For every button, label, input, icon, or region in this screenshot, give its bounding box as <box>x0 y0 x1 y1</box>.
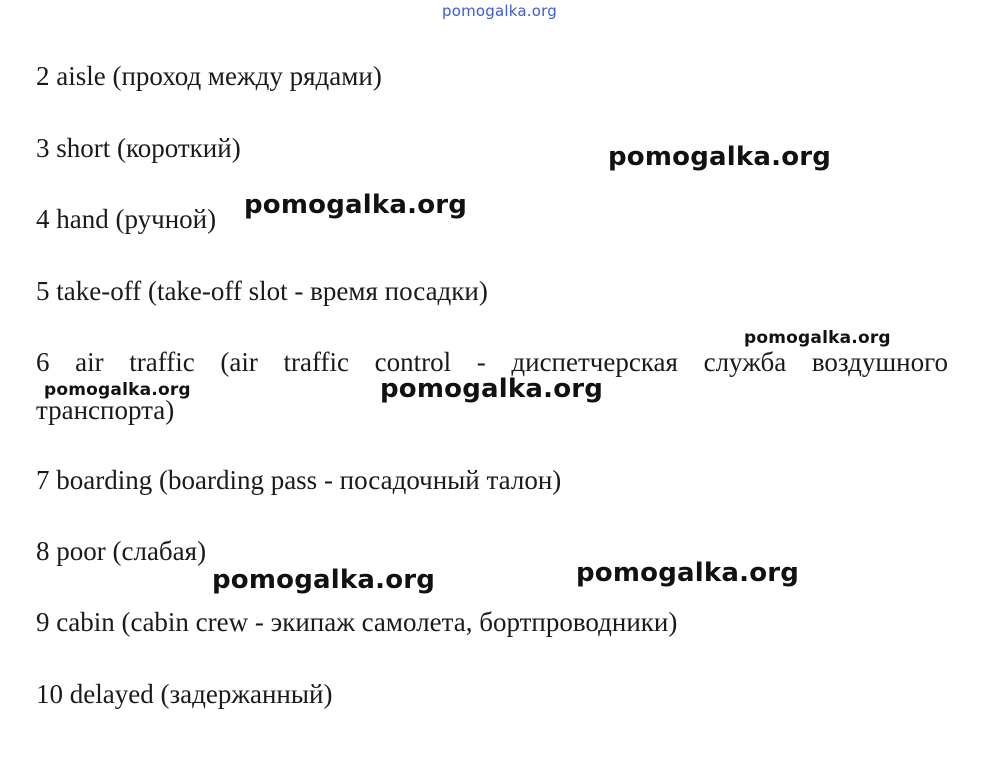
answer-line-6: 6 air traffic (air traffic control - диспетчерская служба воздушного <box>36 347 948 377</box>
watermark-top: pomogalka.org <box>442 2 557 20</box>
watermark: pomogalka.org <box>44 380 191 400</box>
watermark: pomogalka.org <box>212 565 436 595</box>
answer-line-9: 9 cabin (cabin crew - экипаж самолета, бортпроводники) <box>36 607 678 637</box>
answer-line-7: 7 boarding (boarding pass - посадочный талон) <box>36 465 562 495</box>
watermark: pomogalka.org <box>744 328 891 348</box>
answer-line-3: 3 short (короткий) <box>36 133 241 163</box>
watermark: pomogalka.org <box>244 190 468 220</box>
watermark: pomogalka.org <box>380 374 604 404</box>
watermark: pomogalka.org <box>608 142 832 172</box>
watermark: pomogalka.org <box>576 558 800 588</box>
answer-line-6-continued: транспорта) <box>36 395 175 425</box>
answer-line-8: 8 poor (слабая) <box>36 536 207 566</box>
answer-line-2: 2 aisle (проход между рядами) <box>36 61 382 91</box>
answer-line-10: 10 delayed (задержанный) <box>36 679 333 709</box>
answer-line-5: 5 take-off (take-off slot - время посадки) <box>36 276 488 306</box>
answer-line-4: 4 hand (ручной) <box>36 204 217 234</box>
